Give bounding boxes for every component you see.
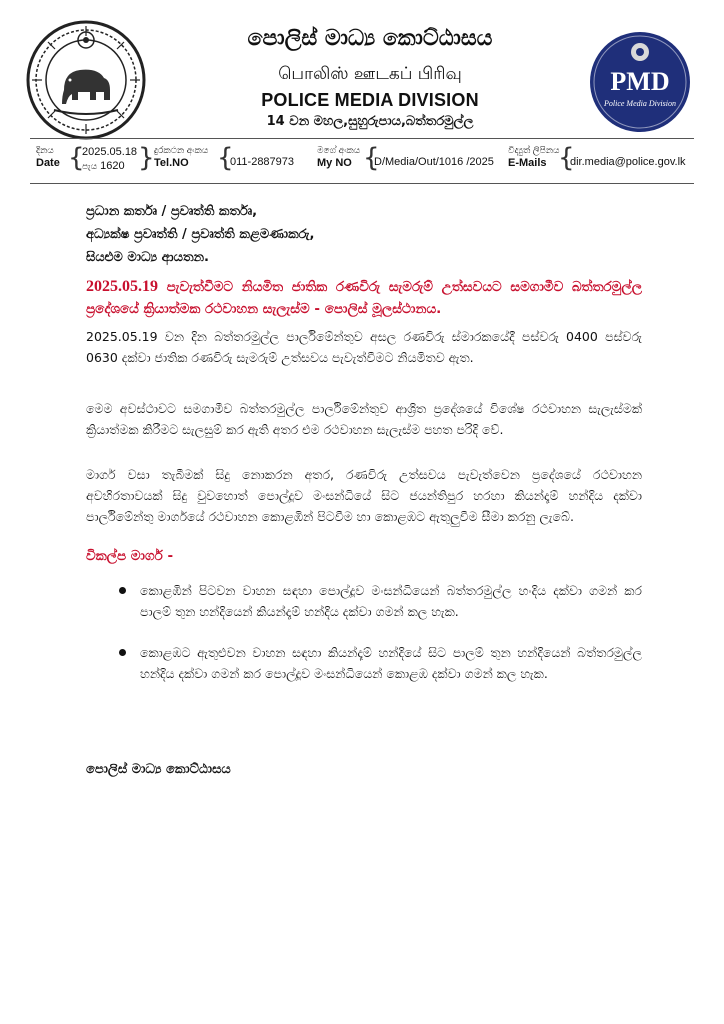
pmd-logo	[588, 30, 692, 134]
list-item	[86, 580, 642, 622]
time-label-si: පැය	[82, 161, 98, 171]
body-paragraph: මෙම අවස්ථාවට සමගාමීව බත්තරමුල්ල පාර්ලිමේන්තුව ආශ්‍රිත ප්‍රදේශයේ විශේෂ රථවාහන සැලැස්මක් ක්‍රියාත්මක කිරීමට සැලසුම් කර ඇති අතර එම රථවාහන සැලැස්ම පහත පරිදි වේ.	[86, 401, 642, 437]
my-no-label-en: My NO	[317, 157, 352, 169]
addressee-block	[86, 200, 646, 269]
tel-labels	[154, 145, 208, 170]
email-labels	[508, 145, 560, 170]
body-paragraph: 2025.05.19 වන දින බත්තරමුල්ල පාර්ලිමේන්තුව අසල රණවිරු ස්මාරකයේදී පස්වරු 0400 පස්වරු 0630 දක්වා ජාතික රණවිරු සැමරුම් උත්සවය පැවැත්වීමට නියමිතව ඇත.	[86, 329, 642, 365]
list-item	[86, 642, 642, 684]
addressee-line: සියළුම මාධ්‍ය ආයතන.	[86, 250, 209, 265]
my-no-label-si: මගේ අංකය	[317, 145, 361, 155]
police-emblem-icon	[24, 18, 148, 142]
pmd-logo-subtitle: Police Media Division	[604, 99, 676, 108]
signature: පොලිස් මාධ්‍ය කොට්ඨාසය	[86, 762, 231, 777]
list-item-text: කොළඹින් පිටවන වාහන සඳහා පොල්දූව මංසන්ධියෙන් බත්තරමුල්ල හංදිය දක්වා ගමන් කර පාලම් තුන හන්දියෙන් කියන්දෑම් හන්දිය දක්වා ගමන් කල හැක.	[140, 583, 642, 619]
tel-label-si: දුරකථන අංකය	[154, 145, 209, 155]
date-label-en: Date	[36, 157, 60, 169]
date-value: 2025.05.18	[82, 146, 138, 158]
header-title-tamil: பொலிஸ் ஊடகப் பிரிவு	[278, 64, 462, 84]
tel-value: 011-2887973	[230, 156, 295, 168]
my-no-labels	[317, 145, 360, 170]
brace-close-icon: }	[138, 143, 155, 173]
date-label-si: දිනය	[36, 145, 54, 155]
addressee-line: අධ්‍යක්ෂ ප්‍රවෘත්ති / ප්‍රවෘත්ති කළමණාකරු,	[86, 227, 315, 242]
tel-label-en: Tel.NO	[154, 157, 189, 169]
bullet-icon	[119, 649, 126, 656]
alternate-routes-heading: විකල්ප මාර්ග -	[86, 548, 174, 564]
list-item-text: කොළඹට ඇතුළුවන වාහන සඳහා කියන්දෑම් හන්දියේ සිට පාලම් තුන හන්දියෙන් බත්තරමුල්ල හන්දිය දක්වා ගමන් කර පොල්දූව මංසන්ධියෙන් කොළඹ දක්වා ගමන් කල හැක.	[140, 645, 642, 681]
brace-icon: {	[363, 143, 380, 173]
brace-icon: {	[558, 143, 575, 173]
date-values	[82, 145, 137, 173]
bullet-icon	[119, 587, 126, 594]
info-bar	[30, 138, 694, 184]
header-title-english: POLICE MEDIA DIVISION	[261, 90, 479, 110]
email-label-en: E-Mails	[508, 157, 547, 169]
header-title-sinhala: පොලිස් මාධ්‍ය කොට්ඨාසය	[247, 26, 493, 51]
email-label-si: විද්‍යුත් ලිපිනය	[508, 145, 560, 155]
body-paragraph: මාර්ග වසා තැබීමක් සිදු නොකරන අතර, රණවිරු උත්සවය පැවැත්වෙන ප්‍රදේශයේ රථවාහන අවහිරතාවයක් සිදු වුවහොත් පොල්දූව මංසන්ධියේ සිට ජයන්තිපුර හරහා කියන්දෑම් හන්දිය දක්වා පාර්ලිමේන්තු මාර්ගයේ රථවාහන කොළඹින් පිටවීම හා කොළඹට ඇතුලුවීම සීමා කරනු ලැබේ.	[86, 467, 642, 524]
addressee-line: ප්‍රධාන කර්තෘ / ප්‍රවෘත්ති කර්තෘ,	[86, 204, 258, 219]
pmd-logo-text: PMD	[610, 67, 670, 96]
header-address: 14 වන මහල,සුහුරුපාය,බත්තරමුල්ල	[266, 114, 474, 129]
email-value: dir.media@police.gov.lk	[570, 156, 686, 168]
date-labels	[36, 145, 60, 170]
subject-heading	[86, 276, 642, 320]
subject-text: පැවැත්වීමට නියමිත ජාතික රණවිරු සැමරුම් උත්සවයට සමගාමීව බත්තරමුල්ල ප්‍රදේශයේ ක්‍රියාත්මක රථවාහන සැලැස්ම - පොලිස් මූලස්ථානය.	[86, 279, 642, 317]
subject-date: 2025.05.19	[86, 278, 158, 295]
alternate-routes-list	[86, 580, 642, 704]
brace-icon: {	[217, 143, 234, 173]
time-value: 1620	[100, 160, 125, 172]
my-no-value: D/Media/Out/1016 /2025	[374, 156, 494, 168]
brace-icon: {	[68, 143, 85, 173]
